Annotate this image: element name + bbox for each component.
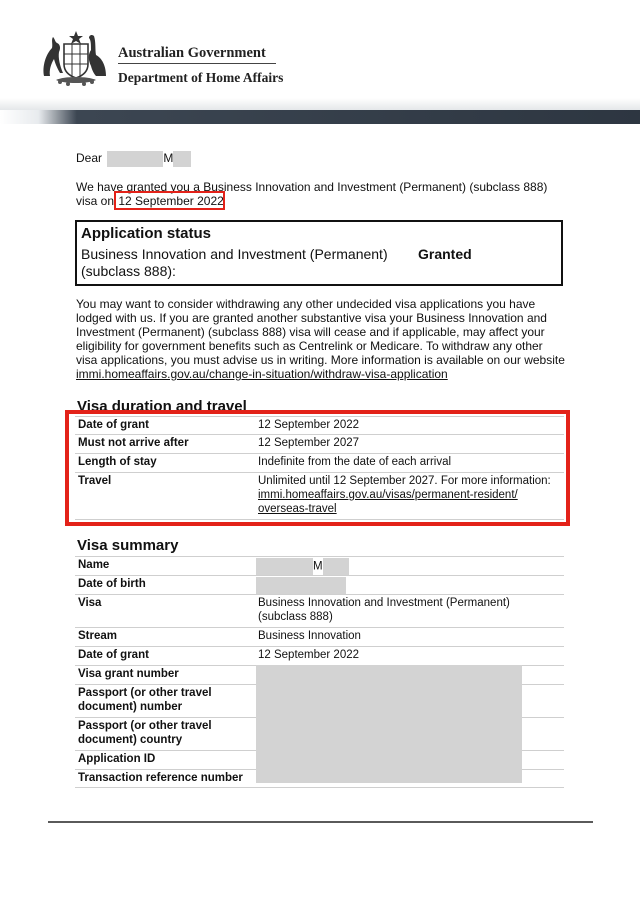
overseas-travel-link-line2[interactable]: overseas-travel xyxy=(258,503,337,515)
row-value xyxy=(258,558,563,575)
row-label: Name xyxy=(78,559,110,571)
row-label xyxy=(78,686,253,714)
row-value: 12 September 2022 xyxy=(258,649,360,661)
visa-name-line1: Business Innovation and Investment (Permanent) xyxy=(258,597,510,609)
salutation-word: Dear xyxy=(76,151,103,166)
visa-name-line2: (subclass 888) xyxy=(258,611,333,623)
status-visa-name xyxy=(81,246,411,280)
row-label-line1: Passport (or other travel xyxy=(78,687,212,699)
advice-line: You may want to consider withdrawing any other undecided visa applications you have xyxy=(76,297,536,311)
redacted-given-name xyxy=(256,558,313,575)
grant-intro-line1: We have granted you a Business Innovation and Investment (Permanent) (subclass 888) xyxy=(76,180,548,194)
status-visa-line2: (subclass 888): xyxy=(81,263,176,279)
title-divider xyxy=(118,63,276,64)
duration-section-title: Visa duration and travel xyxy=(77,398,247,415)
status-visa-line1: Business Innovation and Investment (Permanent) xyxy=(81,246,388,262)
row-label-line2: document) country xyxy=(78,734,183,746)
row-label: Travel xyxy=(78,475,112,487)
row-label-line2: document) number xyxy=(78,701,183,713)
row-label-line1: Passport (or other travel xyxy=(78,720,212,732)
row-label: Visa xyxy=(78,597,102,609)
row-label: Stream xyxy=(78,630,117,642)
row-value: Business Innovation xyxy=(258,630,361,642)
travel-text: Unlimited until 12 September 2027. For more information: xyxy=(258,475,551,487)
row-label: Date of grant xyxy=(78,649,149,661)
redacted-surname xyxy=(323,558,349,575)
row-label xyxy=(78,719,253,747)
header-band xyxy=(0,110,640,124)
row-label: Date of grant xyxy=(78,419,149,431)
name-initial: M xyxy=(313,560,323,573)
header-band-shadow xyxy=(0,98,640,110)
advice-line: eligibility for government benefits such as Centrelink or Medicare. To withdraw any other xyxy=(76,339,543,353)
table-row xyxy=(75,627,564,646)
salutation xyxy=(76,151,191,167)
table-row xyxy=(75,646,564,665)
redacted-surname xyxy=(173,151,191,167)
table-row xyxy=(75,556,564,575)
row-label: Must not arrive after xyxy=(78,437,189,449)
withdraw-visa-link[interactable]: immi.homeaffairs.gov.au/change-in-situation/withdraw-visa-application xyxy=(76,367,448,381)
row-label: Application ID xyxy=(78,753,156,765)
status-result: Granted xyxy=(418,246,472,262)
government-title: Australian Government xyxy=(118,45,266,61)
summary-section-title: Visa summary xyxy=(77,537,179,554)
row-label: Transaction reference number xyxy=(78,772,243,784)
grant-intro-prefix: visa on xyxy=(76,194,115,208)
application-status-box xyxy=(75,220,563,286)
row-value xyxy=(258,596,563,624)
redacted-identifiers-block xyxy=(256,665,522,783)
row-label: Visa grant number xyxy=(78,668,179,680)
footer-divider xyxy=(48,821,593,823)
row-value xyxy=(258,577,563,594)
redacted-given-name xyxy=(107,151,163,167)
application-status-title: Application status xyxy=(81,225,212,242)
redacted-date-of-birth xyxy=(256,577,346,594)
table-row xyxy=(75,575,564,594)
duration-highlight-box xyxy=(65,410,570,526)
advice-line: visa applications, you must advise us in writing. More information is available on our website xyxy=(76,353,565,367)
grant-date-highlight xyxy=(114,191,225,210)
row-value: 12 September 2022 xyxy=(258,419,360,431)
row-label: Date of birth xyxy=(78,578,146,590)
advice-line: Investment (Permanent) (subclass 888) visa will cease and if applicable, may affect your xyxy=(76,325,545,339)
department-title: Department of Home Affairs xyxy=(118,70,284,85)
table-row xyxy=(75,594,564,627)
advice-line: lodged with us. If you are granted another substantive visa your Business Innovation and xyxy=(76,311,547,325)
row-label: Length of stay xyxy=(78,456,157,468)
coat-of-arms-icon xyxy=(36,28,116,88)
grant-date-text: 12 September 2022 xyxy=(118,194,224,208)
row-value: Indefinite from the date of each arrival xyxy=(258,456,452,468)
row-value: 12 September 2027 xyxy=(258,437,360,449)
withdrawal-advice xyxy=(76,297,565,381)
overseas-travel-link-line1[interactable]: immi.homeaffairs.gov.au/visas/permanent-resident/ xyxy=(258,489,518,501)
letterhead xyxy=(0,0,640,125)
surname-initial: M xyxy=(163,151,174,166)
